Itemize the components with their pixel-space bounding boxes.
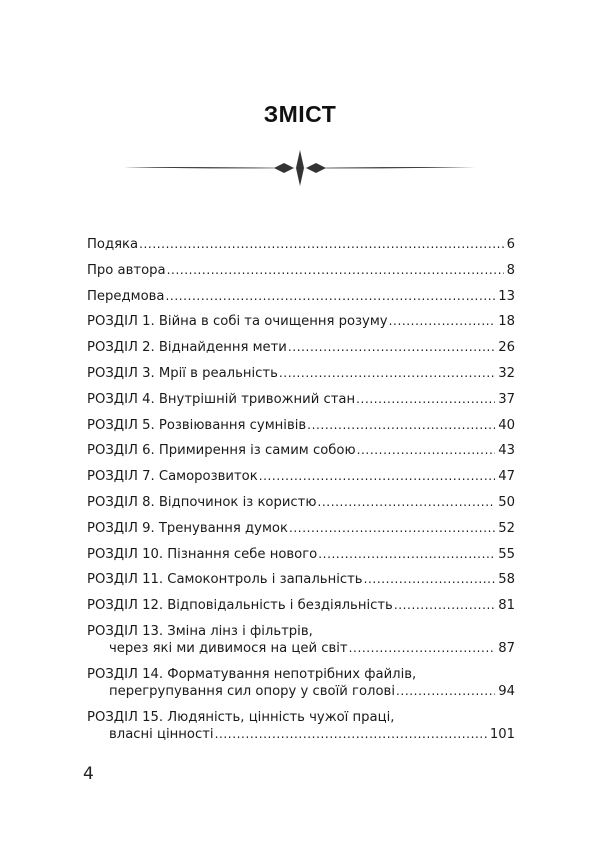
- dot-leader: [317, 494, 495, 511]
- toc-entry-title: Передмова: [87, 288, 165, 304]
- toc-entry[interactable]: [87, 666, 515, 700]
- toc-entry[interactable]: [87, 571, 515, 588]
- toc-entry-page: 58: [498, 572, 515, 588]
- toc-entry[interactable]: [87, 365, 515, 382]
- diamond-flourish-divider-icon: [124, 150, 476, 186]
- toc-entry[interactable]: [87, 417, 515, 434]
- dot-leader: [396, 683, 495, 700]
- toc-entry[interactable]: [87, 339, 515, 356]
- toc-entry-title: РОЗДІЛ 12. Відповідальність і бездіяльність: [87, 598, 393, 614]
- toc-entry[interactable]: [87, 313, 515, 330]
- dot-leader: [394, 597, 495, 614]
- toc-entry-title: РОЗДІЛ 9. Тренування думок: [87, 520, 288, 536]
- toc-entry-title: РОЗДІЛ 2. Віднайдення мети: [87, 340, 287, 356]
- toc-entry[interactable]: [87, 468, 515, 485]
- toc-entry-title: Про автора: [87, 262, 166, 278]
- toc-entry-page: 81: [498, 598, 515, 614]
- dot-leader: [356, 391, 495, 408]
- toc-entry-title: РОЗДІЛ 10. Пізнання себе нового: [87, 546, 318, 562]
- toc-entry-page: 37: [498, 391, 515, 407]
- toc-entry[interactable]: [87, 623, 515, 657]
- toc-entry-title: РОЗДІЛ 15. Людяність, цінність чужої праці,: [87, 709, 395, 725]
- toc-entry-page: 87: [498, 640, 515, 656]
- toc-entry-page: 18: [498, 314, 515, 330]
- toc-entry-page: 52: [498, 520, 515, 536]
- toc-entry[interactable]: [87, 262, 515, 279]
- toc-entry[interactable]: [87, 494, 515, 511]
- toc-entry-title: РОЗДІЛ 1. Війна в собі та очищення розуму: [87, 314, 388, 330]
- toc-entry[interactable]: [87, 709, 515, 743]
- toc-entry-title: РОЗДІЛ 4. Внутрішній тривожний стан: [87, 391, 356, 407]
- toc-entry-page: 43: [498, 443, 515, 459]
- toc-entry-page: 47: [498, 469, 515, 485]
- toc-entry-title: РОЗДІЛ 14. Форматування непотрібних файлів,: [87, 666, 417, 682]
- toc-entry-title: РОЗДІЛ 11. Самоконтроль і запальність: [87, 572, 363, 588]
- toc-entry-page: 55: [498, 546, 515, 562]
- toc-entry-page: 8: [506, 262, 515, 278]
- page-number: 4: [83, 764, 94, 784]
- dot-leader: [279, 365, 495, 382]
- toc-entry-title: РОЗДІЛ 3. Мрії в реальність: [87, 365, 278, 381]
- table-of-contents: [87, 236, 515, 751]
- dot-leader: [307, 417, 495, 434]
- toc-entry-title: перегрупування сил опору у своїй голові: [109, 683, 395, 699]
- page-title: ЗМІСТ: [263, 101, 337, 127]
- dot-leader: [364, 571, 496, 588]
- toc-entry-title: Подяка: [87, 237, 139, 252]
- toc-entry-title: через які ми дивимося на цей світ: [109, 640, 348, 656]
- toc-entry-title: РОЗДІЛ 7. Саморозвиток: [87, 469, 258, 485]
- toc-entry[interactable]: [87, 236, 515, 253]
- dot-leader: [139, 236, 504, 253]
- dot-leader: [288, 339, 495, 356]
- dot-leader: [215, 726, 487, 743]
- toc-entry[interactable]: [87, 520, 515, 537]
- toc-entry-title: РОЗДІЛ 6. Примирення із самим собою: [87, 443, 356, 459]
- toc-entry-page: 26: [498, 340, 515, 356]
- toc-entry[interactable]: [87, 597, 515, 614]
- toc-entry[interactable]: [87, 442, 515, 459]
- toc-entry-page: 101: [489, 726, 515, 742]
- toc-entry-page: 50: [498, 494, 515, 510]
- toc-entry[interactable]: [87, 546, 515, 563]
- toc-entry-page: 6: [506, 237, 515, 252]
- dot-leader: [167, 262, 504, 279]
- dot-leader: [166, 288, 496, 305]
- toc-entry-page: 13: [498, 288, 515, 304]
- toc-entry-title: РОЗДІЛ 8. Відпочинок із користю: [87, 494, 317, 510]
- toc-entry-page: 40: [498, 417, 515, 433]
- dot-leader: [357, 442, 496, 459]
- toc-entry-page: 94: [498, 683, 515, 699]
- dot-leader: [349, 640, 496, 657]
- dot-leader: [389, 313, 496, 330]
- dot-leader: [318, 546, 495, 563]
- dot-leader: [289, 520, 495, 537]
- toc-entry-page: 32: [498, 365, 515, 381]
- toc-entry-title: РОЗДІЛ 5. Розвіювання сумнівів: [87, 417, 307, 433]
- toc-entry[interactable]: [87, 391, 515, 408]
- dot-leader: [259, 468, 496, 485]
- toc-entry-title: РОЗДІЛ 13. Зміна лінз і фільтрів,: [87, 623, 313, 639]
- toc-entry[interactable]: [87, 288, 515, 305]
- toc-entry-title: власні цінності: [109, 726, 214, 742]
